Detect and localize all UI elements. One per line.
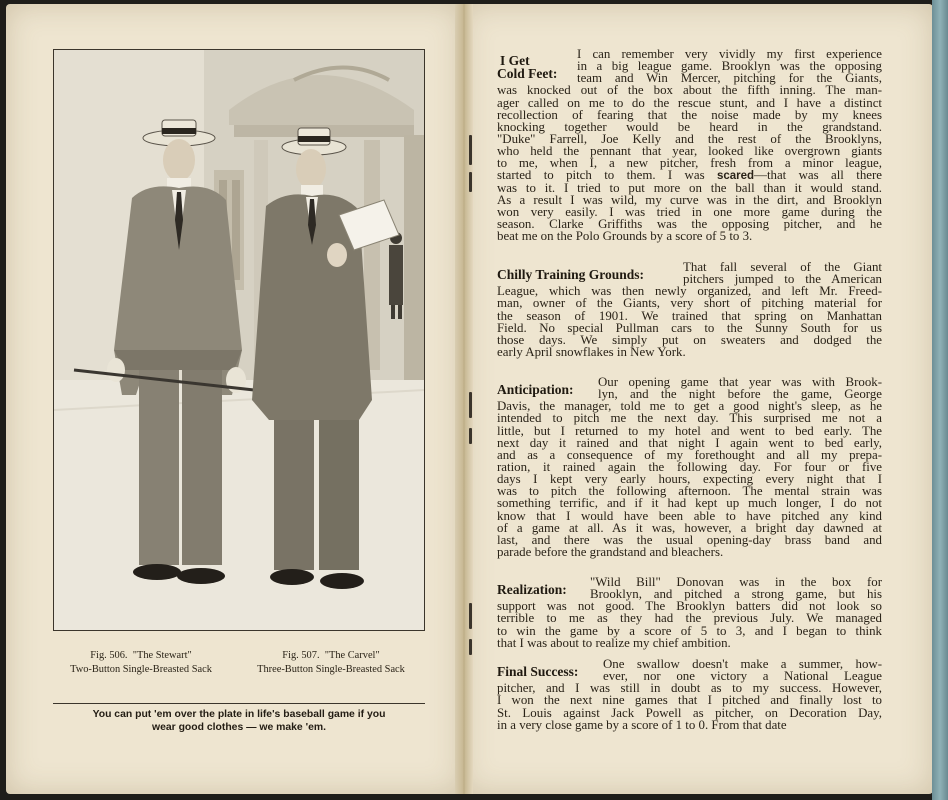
text-line: pitchers jumped to the American bbox=[683, 272, 882, 287]
text-line: who held the pennant that year, looked like overgrown giants bbox=[497, 144, 882, 159]
text-line: As a result I was wild, my curve was in the dirt, and Brooklyn bbox=[497, 192, 882, 207]
staple-mark bbox=[469, 639, 472, 655]
advert-slogan bbox=[53, 709, 425, 734]
text-line: was knocked out of the box about the fifth inning. The man- bbox=[497, 83, 882, 98]
text-line: Our opening game that year was with Brook- bbox=[598, 375, 882, 389]
text-line: ration, it rained again the following day. For four or five bbox=[497, 459, 882, 474]
caption-style: Two-Button Single-Breasted Sack bbox=[70, 664, 212, 675]
text-line: League, which was then newly organized, and left Mr. Freed- bbox=[497, 284, 882, 299]
text-line: knocking together would be heard in the grandstand. bbox=[497, 119, 882, 134]
text-line: One swallow doesn't make a summer, how- bbox=[603, 657, 882, 671]
section-heading-line: Realization: bbox=[497, 582, 567, 597]
text-line: parade before the grandstand and bleachers. bbox=[497, 544, 724, 559]
caption-fig-506 bbox=[46, 649, 236, 677]
section-heading bbox=[497, 268, 685, 281]
text-line: early April snowflakes in New York. bbox=[497, 344, 686, 359]
text-line: pitcher, and I was still in doubt as to my success. However, bbox=[497, 681, 882, 696]
staple-mark bbox=[469, 428, 472, 444]
caption-fig-507 bbox=[236, 649, 426, 677]
text-line: recollection of fearing that the noise made by my knees bbox=[497, 107, 882, 122]
section-heading-line: Final Success: bbox=[497, 664, 579, 679]
staple-mark bbox=[469, 135, 472, 165]
text-line: in a very close game by a score of 1 to 0. From that date bbox=[497, 717, 787, 732]
text-line: won very easily. I was tried in one more game during the bbox=[497, 204, 882, 219]
slogan-line: wear good clothes — we make 'em. bbox=[152, 721, 326, 733]
caption-title: Fig. 507. "The Carvel" bbox=[282, 650, 380, 661]
text-line: I won the next nine games that I pitched and finally lost to bbox=[497, 693, 882, 708]
text-line: was to pitch the following afternoon. The mental strain was bbox=[497, 484, 882, 499]
text-line: little, but I returned to my hotel and went to bed early. The bbox=[497, 423, 882, 438]
text-line: I can remember very vividly my first experience bbox=[577, 47, 882, 61]
article-section bbox=[497, 261, 882, 358]
article-section bbox=[497, 576, 882, 649]
article-section bbox=[497, 376, 882, 558]
text-line: St. Louis against Jack Powell as pitcher, on Decoration Day, bbox=[497, 705, 882, 720]
section-heading bbox=[497, 583, 592, 596]
cover-edge bbox=[932, 0, 948, 800]
text-line: next day it rained and that night I again went to bed early, bbox=[497, 435, 882, 450]
text-line: something terrific, and if it had kept up much longer, I do not bbox=[497, 496, 882, 511]
text-line: That fall several of the Giant bbox=[683, 260, 882, 274]
section-heading-line: Chilly Training Grounds: bbox=[497, 267, 645, 282]
text-line: support was not good. The Brooklyn batters did not look so bbox=[497, 599, 882, 614]
text-line: those days. We simply put on sweaters and dodged the bbox=[497, 332, 882, 347]
text-line: in a big league game. Brooklyn was the opposing bbox=[577, 59, 882, 74]
section-heading-line: I Get bbox=[500, 53, 530, 68]
text-line: "Wild Bill" Donovan was in the box for bbox=[590, 575, 882, 589]
text-line: team and Win Mercer, pitching for the Giants, bbox=[577, 71, 882, 86]
section-heading bbox=[497, 383, 600, 396]
text-line: Field. No special Pullman cars to the Sunny South for us bbox=[497, 320, 882, 335]
text-line: to win the game by a score of 5 to 3, and I began to think bbox=[497, 623, 882, 638]
slogan-line: You can put 'em over the plate in life's baseball game if you bbox=[92, 709, 386, 720]
divider-rule bbox=[53, 703, 425, 704]
section-heading-line: Anticipation: bbox=[497, 382, 574, 397]
text-line: to me, when I, a new pitcher, fresh from a minor league, bbox=[497, 156, 882, 171]
text-line: was to it. I tried to put more on the ball than it would stand. bbox=[497, 180, 882, 195]
text-line: last, and there was the usual opening-day brass band and bbox=[497, 532, 882, 547]
text-line: beat me on the Polo Grounds by a score of 5 to 3. bbox=[497, 229, 753, 244]
caption-title: Fig. 506. "The Stewart" bbox=[90, 650, 192, 661]
text-line: intended to pitch me the next day. This surprised me not a bbox=[497, 411, 882, 426]
text-line: and as a consequence of my forethought and all my prepa- bbox=[497, 447, 882, 462]
section-heading-line: Cold Feet: bbox=[497, 66, 558, 81]
text-line: that I was about to realize my chief ambition. bbox=[497, 635, 731, 650]
article-section bbox=[497, 658, 882, 731]
section-heading bbox=[497, 54, 579, 80]
staple-mark bbox=[469, 392, 472, 418]
article-section bbox=[497, 48, 882, 242]
text-line: started to pitch to them. I was scared—that was all there bbox=[497, 168, 882, 183]
caption-style: Three-Button Single-Breasted Sack bbox=[257, 664, 405, 675]
text-line: ager called on me to do the rescue stunt, and I have a distinct bbox=[497, 95, 882, 110]
staple-mark bbox=[469, 172, 472, 192]
text-line: Brooklyn, and pitched a strong game, but his bbox=[590, 587, 882, 602]
fashion-illustration bbox=[53, 49, 425, 631]
text-line: the season of 1901. We trained that spring on Manhattan bbox=[497, 308, 882, 323]
text-line: of a game at all. As it was, however, a bright day dawned at bbox=[497, 520, 882, 535]
text-line: man, owner of the Giants, very short of pitching material for bbox=[497, 296, 882, 311]
text-line: Davis, the manager, told me to get a good night's sleep, as he bbox=[497, 399, 882, 414]
text-line: lyn, and the night before the game, George bbox=[598, 387, 882, 402]
text-line: know that I would have been able to have pitched any kind bbox=[497, 508, 882, 523]
text-line: days I kept very early hours, expecting every night that I bbox=[497, 472, 882, 487]
section-heading bbox=[497, 665, 605, 678]
text-line: terrible to me as they had the previous July. We managed bbox=[497, 611, 882, 626]
text-line: ever, nor one victory a National League bbox=[603, 669, 882, 684]
staple-mark bbox=[469, 603, 472, 629]
text-line: "Duke" Farrell, Joe Kelly and the rest of the Brooklyns, bbox=[497, 131, 882, 146]
text-line: season. Clarke Griffiths was the opposing pitcher, and he bbox=[497, 216, 882, 231]
